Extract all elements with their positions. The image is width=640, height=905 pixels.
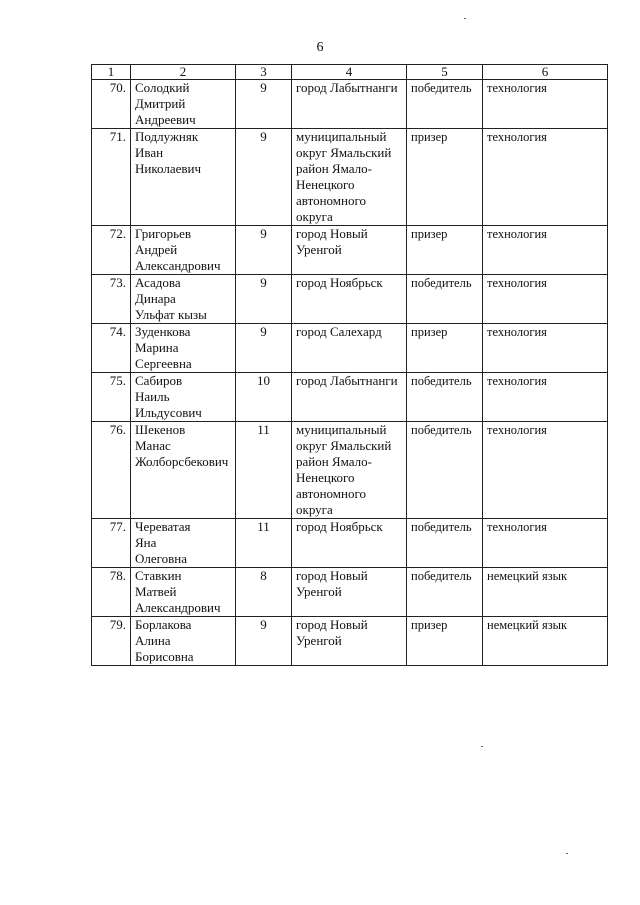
- region-cell: город Новый Уренгой: [292, 226, 407, 275]
- region-cell: город Ноябрьск: [292, 519, 407, 568]
- participant-name: [131, 324, 236, 373]
- row-number: 78.: [92, 568, 131, 617]
- name-part: Борлакова: [135, 617, 192, 632]
- row-number: 74.: [92, 324, 131, 373]
- table-row: [92, 568, 608, 617]
- name-part: Яна: [135, 535, 157, 550]
- table-row: [92, 422, 608, 519]
- scan-speck: [481, 746, 483, 747]
- region-cell: муниципальный округ Ямальский район Ямало- Ненецкого автономного округа: [292, 422, 407, 519]
- result-cell: победитель: [407, 275, 483, 324]
- row-number: 77.: [92, 519, 131, 568]
- participant-name: [131, 226, 236, 275]
- region-cell: муниципальный округ Ямальский район Ямало- Ненецкого автономного округа: [292, 129, 407, 226]
- row-number: 76.: [92, 422, 131, 519]
- column-header: 1: [92, 65, 131, 80]
- subject-cell: технология: [483, 324, 608, 373]
- name-part: Наиль: [135, 389, 170, 404]
- name-part: Подлужняк: [135, 129, 199, 144]
- participant-name: [131, 373, 236, 422]
- name-part: Манас: [135, 438, 171, 453]
- result-cell: победитель: [407, 80, 483, 129]
- grade-cell: 11: [236, 422, 292, 519]
- name-part: Череватая: [135, 519, 191, 534]
- participant-name: [131, 422, 236, 519]
- table-row: [92, 519, 608, 568]
- scan-speck: [566, 853, 568, 854]
- region-cell: город Новый Уренгой: [292, 617, 407, 666]
- name-part: Иван: [135, 145, 164, 160]
- region-cell: город Ноябрьск: [292, 275, 407, 324]
- participant-name: [131, 519, 236, 568]
- name-part: Дмитрий: [135, 96, 186, 111]
- result-cell: призер: [407, 617, 483, 666]
- name-part: Борисовна: [135, 649, 194, 664]
- grade-cell: 9: [236, 617, 292, 666]
- name-part: Асадова: [135, 275, 181, 290]
- subject-cell: технология: [483, 422, 608, 519]
- grade-cell: 9: [236, 80, 292, 129]
- row-number: 71.: [92, 129, 131, 226]
- result-cell: победитель: [407, 422, 483, 519]
- table-row: [92, 373, 608, 422]
- column-header: 5: [407, 65, 483, 80]
- row-number: 79.: [92, 617, 131, 666]
- grade-cell: 8: [236, 568, 292, 617]
- table-row: [92, 617, 608, 666]
- participant-name: [131, 129, 236, 226]
- scan-speck: [464, 18, 466, 19]
- grade-cell: 10: [236, 373, 292, 422]
- subject-cell: немецкий язык: [483, 568, 608, 617]
- result-cell: победитель: [407, 519, 483, 568]
- subject-cell: технология: [483, 275, 608, 324]
- name-part: Николаевич: [135, 161, 201, 176]
- table-row: [92, 129, 608, 226]
- column-header: 3: [236, 65, 292, 80]
- table-row: [92, 80, 608, 129]
- row-number: 70.: [92, 80, 131, 129]
- region-cell: город Лабытнанги: [292, 80, 407, 129]
- table-row: [92, 226, 608, 275]
- name-part: Шекенов: [135, 422, 186, 437]
- name-part: Сергеевна: [135, 356, 192, 371]
- row-number: 72.: [92, 226, 131, 275]
- table-row: [92, 324, 608, 373]
- grade-cell: 9: [236, 129, 292, 226]
- participants-table: [91, 64, 608, 666]
- name-part: Сабиров: [135, 373, 183, 388]
- column-header: 2: [131, 65, 236, 80]
- region-cell: город Лабытнанги: [292, 373, 407, 422]
- row-number: 75.: [92, 373, 131, 422]
- subject-cell: немецкий язык: [483, 617, 608, 666]
- name-part: Солодкий: [135, 80, 190, 95]
- name-part: Матвей: [135, 584, 177, 599]
- name-part: Александрович: [135, 258, 221, 273]
- name-part: Александрович: [135, 600, 221, 615]
- name-part: Андреевич: [135, 112, 196, 127]
- grade-cell: 9: [236, 324, 292, 373]
- name-part: Григорьев: [135, 226, 191, 241]
- result-cell: победитель: [407, 568, 483, 617]
- name-part: Андрей: [135, 242, 178, 257]
- result-cell: победитель: [407, 373, 483, 422]
- table-body: [92, 80, 608, 666]
- row-number: 73.: [92, 275, 131, 324]
- grade-cell: 9: [236, 275, 292, 324]
- name-part: Ульфат кызы: [135, 307, 207, 322]
- grade-cell: 11: [236, 519, 292, 568]
- region-cell: город Салехард: [292, 324, 407, 373]
- participant-name: [131, 275, 236, 324]
- participant-name: [131, 568, 236, 617]
- participant-name: [131, 80, 236, 129]
- result-cell: призер: [407, 129, 483, 226]
- region-cell: город Новый Уренгой: [292, 568, 407, 617]
- name-part: Зуденкова: [135, 324, 191, 339]
- name-part: Алина: [135, 633, 171, 648]
- name-part: Олеговна: [135, 551, 188, 566]
- column-header: 6: [483, 65, 608, 80]
- participant-name: [131, 617, 236, 666]
- name-part: Марина: [135, 340, 179, 355]
- name-part: Ставкин: [135, 568, 182, 583]
- subject-cell: технология: [483, 373, 608, 422]
- subject-cell: технология: [483, 80, 608, 129]
- name-part: Жолборсбекович: [135, 454, 229, 469]
- name-part: Ильдусович: [135, 405, 202, 420]
- column-number-row: [92, 65, 608, 80]
- column-header: 4: [292, 65, 407, 80]
- result-cell: призер: [407, 226, 483, 275]
- grade-cell: 9: [236, 226, 292, 275]
- page-number: 6: [316, 40, 324, 55]
- name-part: Динара: [135, 291, 176, 306]
- table-row: [92, 275, 608, 324]
- result-cell: призер: [407, 324, 483, 373]
- subject-cell: технология: [483, 129, 608, 226]
- subject-cell: технология: [483, 226, 608, 275]
- subject-cell: технология: [483, 519, 608, 568]
